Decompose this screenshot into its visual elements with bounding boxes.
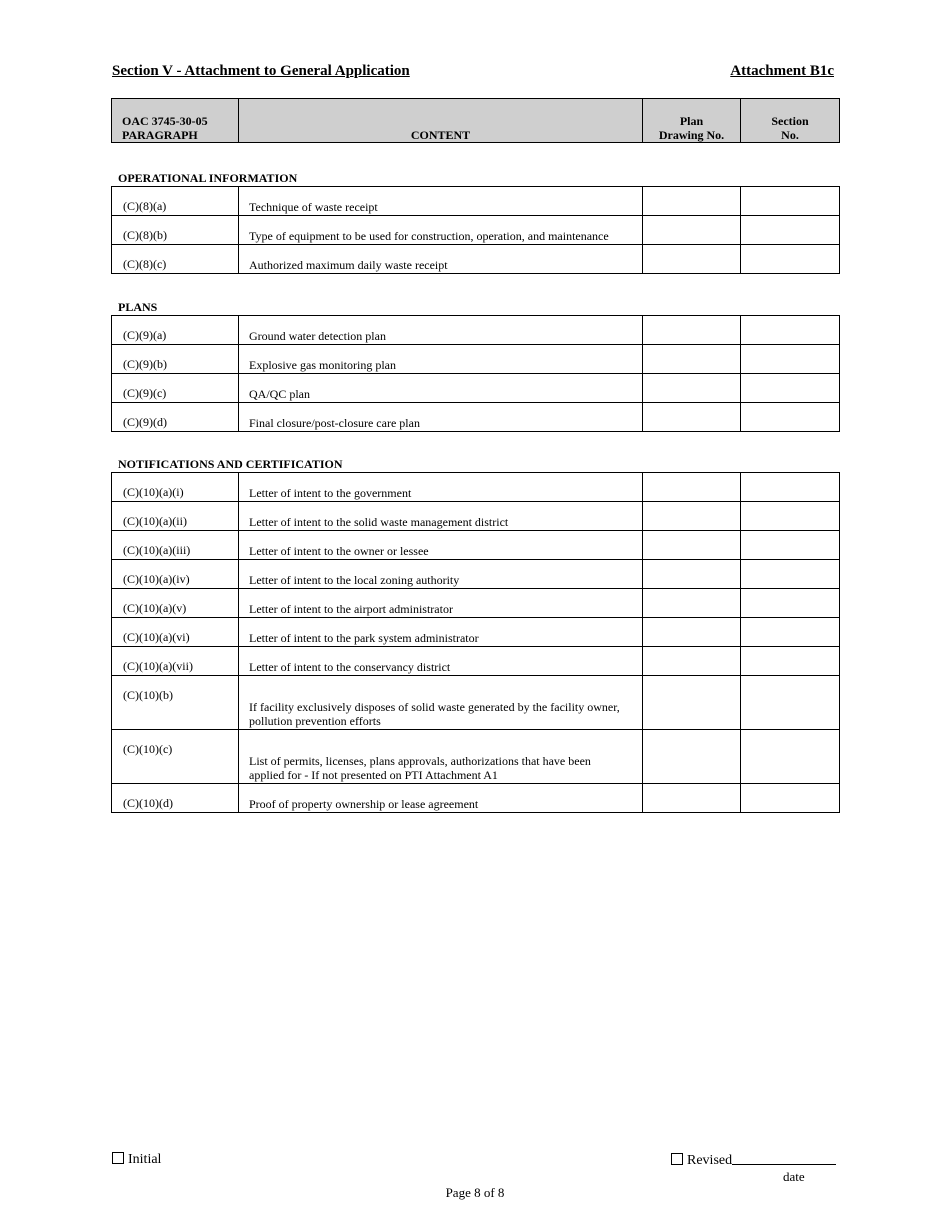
paragraph-cell: (C)(10)(a)(iii) <box>112 531 239 560</box>
plan-drawing-cell[interactable] <box>643 618 741 647</box>
paragraph-cell: (C)(8)(b) <box>112 216 239 245</box>
paragraph-cell: (C)(10)(a)(iv) <box>112 560 239 589</box>
table-row <box>112 245 840 274</box>
content-cell: Letter of intent to the local zoning authority <box>239 560 643 589</box>
table-row <box>112 316 840 345</box>
plan-drawing-cell[interactable] <box>643 589 741 618</box>
paragraph-column-header: OAC 3745-30-05 PARAGRAPH <box>112 99 239 143</box>
plan-drawing-column-header: Plan Drawing No. <box>643 99 741 143</box>
section-no-cell[interactable] <box>741 676 840 730</box>
paragraph-cell: (C)(8)(c) <box>112 245 239 274</box>
plan-drawing-cell[interactable] <box>643 345 741 374</box>
initial-checkbox[interactable] <box>112 1152 124 1164</box>
plans-heading: PLANS <box>118 300 158 314</box>
content-cell: If facility exclusively disposes of solid waste generated by the facility owner, pollution prevention efforts <box>239 676 643 730</box>
section-no-cell[interactable] <box>741 316 840 345</box>
plan-drawing-cell[interactable] <box>643 187 741 216</box>
table-row <box>112 345 840 374</box>
paragraph-cell: (C)(10)(a)(ii) <box>112 502 239 531</box>
section-no-cell[interactable] <box>741 374 840 403</box>
paragraph-cell: (C)(10)(a)(v) <box>112 589 239 618</box>
content-cell: Final closure/post-closure care plan <box>239 403 643 432</box>
paragraph-cell: (C)(10)(c) <box>112 730 239 784</box>
section-no-cell[interactable] <box>741 784 840 813</box>
table-row <box>112 676 840 730</box>
notifications-certification-table <box>111 472 840 813</box>
plan-drawing-cell[interactable] <box>643 531 741 560</box>
section-no-cell[interactable] <box>741 531 840 560</box>
section-no-cell[interactable] <box>741 345 840 374</box>
plan-drawing-cell[interactable] <box>643 473 741 502</box>
content-column-header: CONTENT <box>239 99 643 143</box>
paragraph-cell: (C)(10)(a)(vii) <box>112 647 239 676</box>
content-cell: Letter of intent to the solid waste management district <box>239 502 643 531</box>
plan-drawing-cell[interactable] <box>643 374 741 403</box>
plan-drawing-cell[interactable] <box>643 560 741 589</box>
plan-drawing-cell[interactable] <box>643 730 741 784</box>
content-cell: Letter of intent to the owner or lessee <box>239 531 643 560</box>
table-row <box>112 618 840 647</box>
plan-drawing-cell[interactable] <box>643 316 741 345</box>
section-no-cell[interactable] <box>741 647 840 676</box>
paragraph-cell: (C)(9)(d) <box>112 403 239 432</box>
section-no-cell[interactable] <box>741 187 840 216</box>
paragraph-cell: (C)(9)(c) <box>112 374 239 403</box>
paragraph-cell: (C)(9)(b) <box>112 345 239 374</box>
paragraph-cell: (C)(10)(a)(i) <box>112 473 239 502</box>
table-row <box>112 784 840 813</box>
table-row <box>112 403 840 432</box>
table-row <box>112 560 840 589</box>
section-no-cell[interactable] <box>741 216 840 245</box>
table-row <box>112 589 840 618</box>
section-title: Section V - Attachment to General Application <box>112 63 410 79</box>
operational-information-table <box>111 186 840 274</box>
section-no-column-header: Section No. <box>741 99 840 143</box>
paragraph-cell: (C)(8)(a) <box>112 187 239 216</box>
content-cell: List of permits, licenses, plans approvals, authorizations that have been applied for - If not presented on PTI Attachment A1 <box>239 730 643 784</box>
section-no-cell[interactable] <box>741 502 840 531</box>
plan-drawing-cell[interactable] <box>643 216 741 245</box>
section-no-cell[interactable] <box>741 245 840 274</box>
initial-option[interactable] <box>112 1152 161 1168</box>
content-cell: Proof of property ownership or lease agreement <box>239 784 643 813</box>
notifications-certification-heading: NOTIFICATIONS AND CERTIFICATION <box>118 457 343 471</box>
table-row <box>112 647 840 676</box>
initial-label: Initial <box>128 1152 162 1167</box>
section-no-cell[interactable] <box>741 403 840 432</box>
content-cell: Letter of intent to the conservancy district <box>239 647 643 676</box>
plan-drawing-cell[interactable] <box>643 676 741 730</box>
table-row <box>112 531 840 560</box>
content-cell: Letter of intent to the park system administrator <box>239 618 643 647</box>
plan-drawing-cell[interactable] <box>643 647 741 676</box>
section-no-cell[interactable] <box>741 589 840 618</box>
paragraph-cell: (C)(10)(a)(vi) <box>112 618 239 647</box>
plan-drawing-cell[interactable] <box>643 784 741 813</box>
paragraph-cell: (C)(10)(b) <box>112 676 239 730</box>
content-cell: Explosive gas monitoring plan <box>239 345 643 374</box>
column-header-table <box>111 98 840 143</box>
table-row <box>112 374 840 403</box>
content-cell: Letter of intent to the airport administrator <box>239 589 643 618</box>
revised-option[interactable] <box>671 1152 836 1169</box>
table-row <box>112 473 840 502</box>
plan-drawing-cell[interactable] <box>643 502 741 531</box>
table-row <box>112 216 840 245</box>
plan-drawing-cell[interactable] <box>643 403 741 432</box>
paragraph-cell: (C)(10)(d) <box>112 784 239 813</box>
content-cell: Authorized maximum daily waste receipt <box>239 245 643 274</box>
section-no-cell[interactable] <box>741 560 840 589</box>
page-number: Page 8 of 8 <box>445 1185 505 1200</box>
content-cell: Ground water detection plan <box>239 316 643 345</box>
section-no-cell[interactable] <box>741 618 840 647</box>
date-label: date <box>783 1169 805 1184</box>
content-cell: Technique of waste receipt <box>239 187 643 216</box>
revised-checkbox[interactable] <box>671 1153 683 1165</box>
table-row <box>112 502 840 531</box>
operational-information-heading: OPERATIONAL INFORMATION <box>118 171 298 185</box>
attachment-title: Attachment B1c <box>730 63 834 79</box>
table-row <box>112 730 840 784</box>
table-row <box>112 187 840 216</box>
revised-label: Revised <box>687 1153 733 1168</box>
section-no-cell[interactable] <box>741 730 840 784</box>
revised-date-line[interactable] <box>732 1152 836 1165</box>
content-cell: Letter of intent to the government <box>239 473 643 502</box>
plans-table <box>111 315 840 432</box>
content-cell: Type of equipment to be used for construction, operation, and maintenance <box>239 216 643 245</box>
plan-drawing-cell[interactable] <box>643 245 741 274</box>
paragraph-cell: (C)(9)(a) <box>112 316 239 345</box>
content-cell: QA/QC plan <box>239 374 643 403</box>
section-no-cell[interactable] <box>741 473 840 502</box>
